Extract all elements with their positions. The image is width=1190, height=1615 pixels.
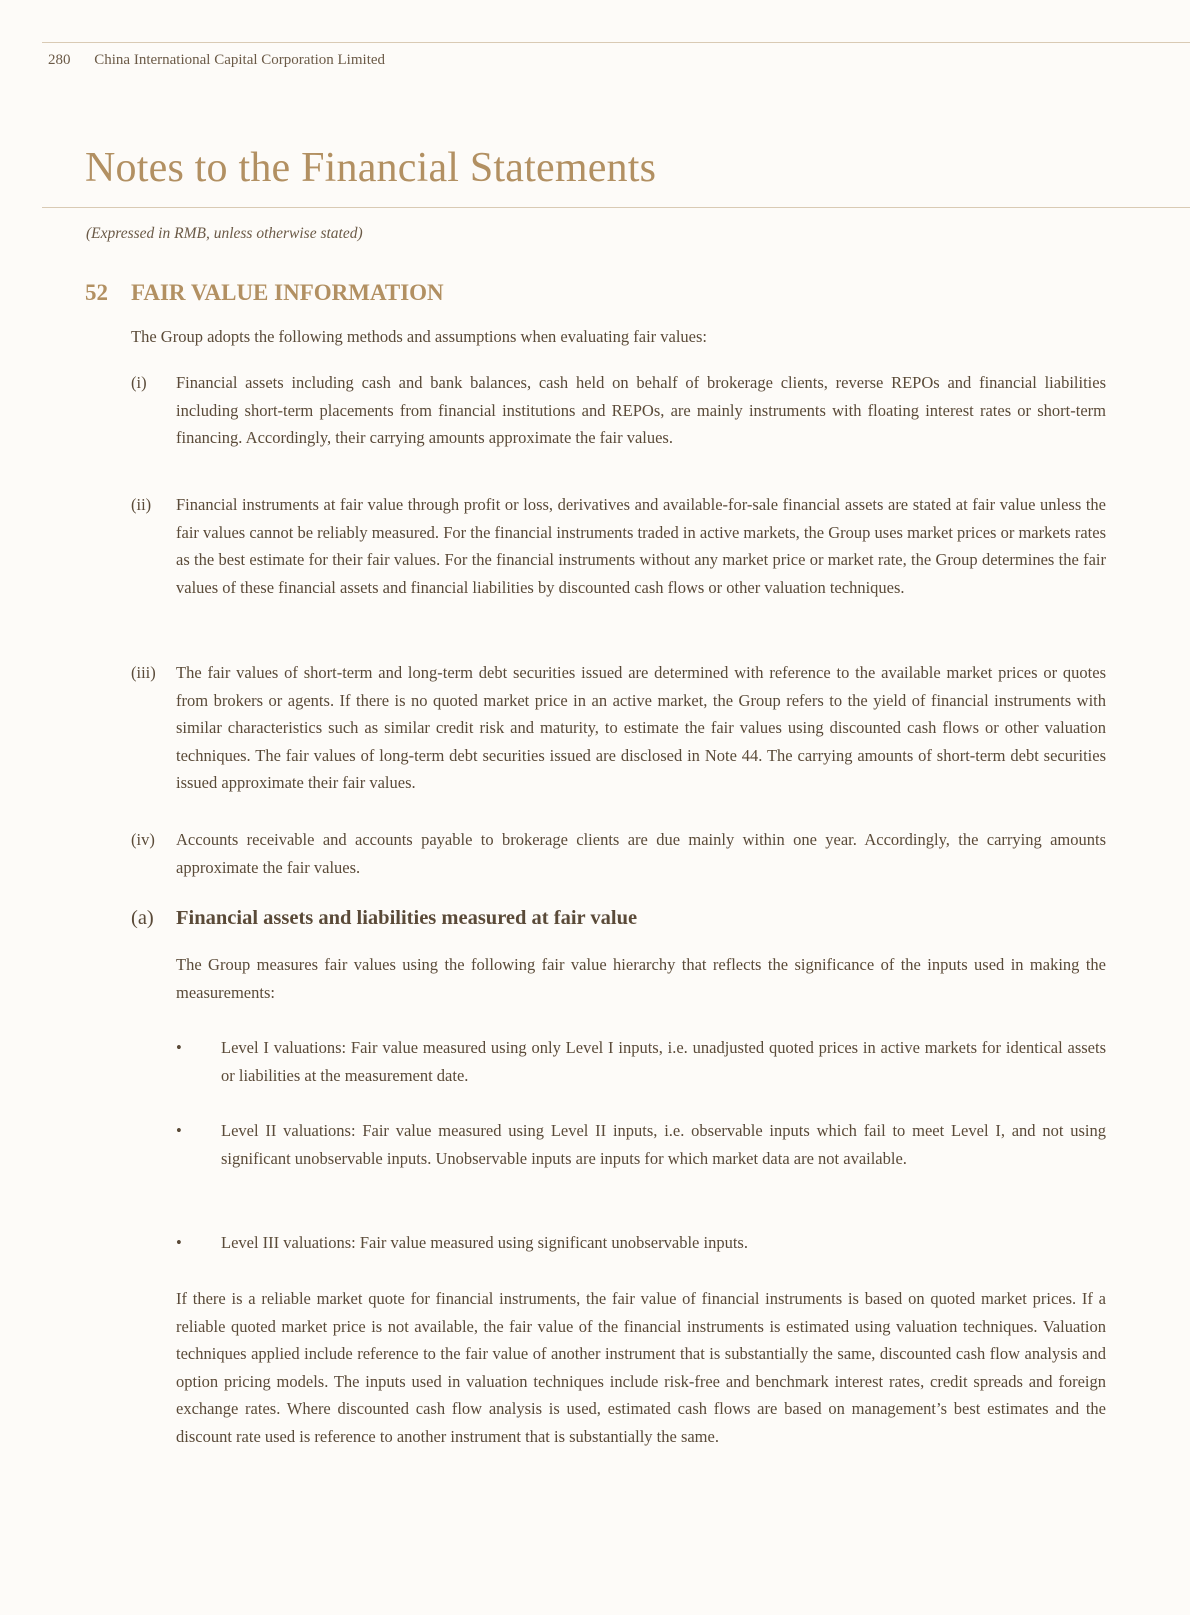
page-number: 280 — [48, 52, 71, 68]
page-title: Notes to the Financial Statements — [85, 145, 657, 191]
section-title: FAIR VALUE INFORMATION — [131, 280, 444, 305]
item-label: (iv) — [131, 830, 155, 849]
title-divider — [42, 207, 1190, 208]
section-number: 52 — [85, 280, 108, 305]
item-text: Accounts receivable and accounts payable to brokerage clients are due mainly within one year. Accordingly, the carrying amounts approximate the fair values. — [176, 830, 1106, 877]
header-divider — [42, 42, 1190, 43]
bullet-text: Level III valuations: Fair value measured using significant unobservable inputs. — [221, 1233, 748, 1252]
bullet-icon: • — [176, 1121, 182, 1140]
subsection-label: (a) — [131, 907, 154, 929]
company-name: China International Capital Corporation Limited — [94, 52, 386, 68]
item-text: The fair values of short-term and long-term debt securities issued are determined with reference to the available market prices or quotes from brokers or agents. If there is no quoted market price in an active market, the Group refers to the yield of financial instruments with similar characteristics such as similar credit risk and maturity, to estimate the fair values using discounted cash flows or other valuation techniques. The fair values of long-term debt securities issued are disclosed in Note 44. The carrying amounts of short-term debt securities issued approximate their fair values. — [176, 663, 1106, 792]
page-header — [48, 52, 385, 69]
item-label: (ii) — [131, 495, 152, 514]
item-text: Financial assets including cash and bank balances, cash held on behalf of brokerage clients, reverse REPOs and financial liabilities including short-term placements from financial institutions and REPOs, are mainly instruments with floating interest rates or short-term financing. Accordingly, their carrying amounts approximate the fair values. — [176, 373, 1106, 447]
bullet-text: Level II valuations: Fair value measured using Level II inputs, i.e. observable inputs which fail to meet Level I, and not using significant unobservable inputs. Unobservable inputs are inputs for which market data are not available. — [221, 1121, 1106, 1168]
subsection-title: Financial assets and liabilities measured at fair value — [176, 907, 638, 929]
subsection-heading — [131, 907, 637, 930]
closing-paragraph: If there is a reliable market quote for financial instruments, the fair value of financial instruments is based on quoted market prices. If a reliable quoted market price is not available, the fair value of the financial instruments is estimated using valuation techniques. Valuation techniques applied include reference to the fair value of another instrument that is substantially the same, discounted cash flow analysis and option pricing models. The inputs used in valuation techniques include risk-free and benchmark interest rates, credit spreads and foreign exchange rates. Where discounted cash flow analysis is used, estimated cash flows are based on management’s best estimates and the discount rate used is reference to another instrument that is substantially the same. — [176, 1289, 1106, 1446]
currency-note: (Expressed in RMB, unless otherwise stated) — [86, 225, 363, 242]
section-heading — [85, 280, 444, 306]
item-text: Financial instruments at fair value through profit or loss, derivatives and available-for-sale financial assets are stated at fair value unless the fair values cannot be reliably measured. For the financial instruments traded in active markets, the Group uses market prices or markets rates as the best estimate for their fair values. For the financial instruments without any market price or market rate, the Group determines the fair values of these financial assets and financial liabilities by discounted cash flows or other valuation techniques. — [176, 495, 1106, 597]
bullet-icon: • — [176, 1038, 182, 1057]
section-intro: The Group adopts the following methods and assumptions when evaluating fair values: — [131, 327, 708, 346]
subsection-intro: The Group measures fair values using the following fair value hierarchy that reflects the significance of the inputs used in making the measurements: — [176, 955, 1106, 1002]
item-label: (iii) — [131, 663, 156, 682]
item-label: (i) — [131, 373, 147, 392]
bullet-text: Level I valuations: Fair value measured using only Level I inputs, i.e. unadjusted quoted prices in active markets for identical assets or liabilities at the measurement date. — [221, 1038, 1106, 1085]
bullet-icon: • — [176, 1233, 182, 1252]
